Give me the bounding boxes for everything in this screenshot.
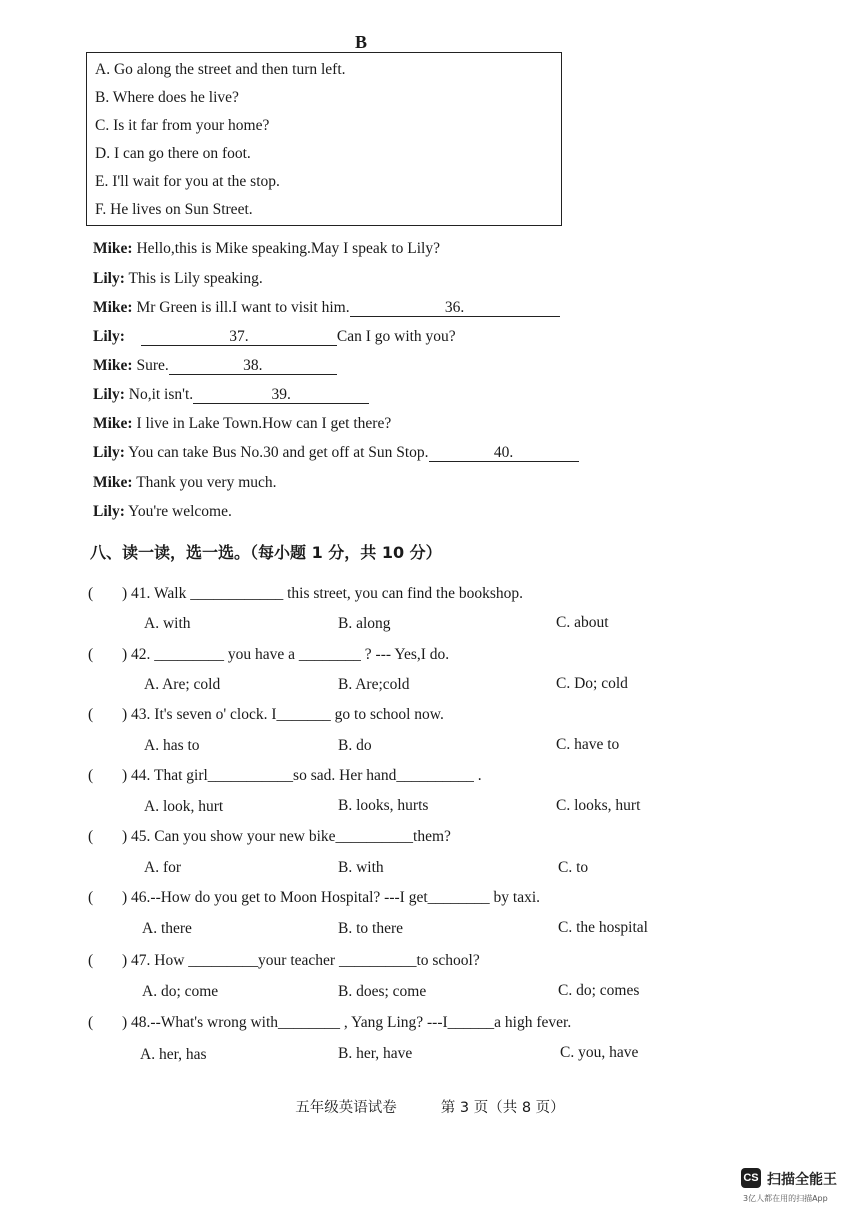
speaker: Mike: xyxy=(93,240,133,257)
watermark-name: 扫描全能王 xyxy=(767,1172,837,1188)
question-stem: ) 42. _________ you have a ________ ? --- Yes,I do. xyxy=(122,646,450,663)
choice-c[interactable]: C. looks, hurt xyxy=(556,797,641,814)
question-stem: ) 46.--How do you get to Moon Hospital? ---I get________ by taxi. xyxy=(122,889,541,906)
answer-blank-38[interactable]: 38. xyxy=(169,357,337,375)
choice-a[interactable]: A. her, has xyxy=(140,1046,207,1063)
choice-b[interactable]: B. to there xyxy=(338,920,403,937)
choice-c[interactable]: C. the hospital xyxy=(558,919,648,936)
choice-c[interactable]: C. about xyxy=(556,614,609,631)
answer-blank-39[interactable]: 39. xyxy=(193,386,369,404)
line-text: I live in Lake Town.How can I get there? xyxy=(132,415,392,432)
speaker: Lily: xyxy=(93,386,125,403)
line-text: Sure. xyxy=(132,357,169,374)
question-48: ( ) 48.--What's wrong with________ , Yang Ling? ---I______a high fever. xyxy=(88,1014,572,1031)
line-text: No,it isn't. xyxy=(124,386,194,403)
line-text: You're welcome. xyxy=(124,503,232,520)
speaker: Lily: xyxy=(93,328,125,345)
options-box xyxy=(86,52,562,226)
speaker: Mike: xyxy=(93,415,133,432)
dialogue-line xyxy=(93,299,560,317)
question-stem: ) 43. It's seven o' clock. I_______ go to school now. xyxy=(122,706,444,723)
option-d: D. I can go there on foot. xyxy=(95,145,251,162)
choice-b[interactable]: B. along xyxy=(338,615,391,632)
question-stem: ) 45. Can you show your new bike__________them? xyxy=(122,828,451,845)
line-text: Hello,this is Mike speaking.May I speak to Lily? xyxy=(132,240,440,257)
answer-blank-36[interactable]: 36. xyxy=(350,299,560,317)
speaker: Mike: xyxy=(93,474,133,491)
question-42: ( ) 42. _________ you have a ________ ? --- Yes,I do. xyxy=(88,646,450,663)
option-f: F. He lives on Sun Street. xyxy=(95,201,253,218)
question-stem: ) 48.--What's wrong with________ , Yang Ling? ---I______a high fever. xyxy=(122,1014,572,1031)
choice-c[interactable]: C. Do; cold xyxy=(556,675,628,692)
choice-b[interactable]: B. with xyxy=(338,859,384,876)
choice-b[interactable]: B. Are;cold xyxy=(338,676,410,693)
question-47: ( ) 47. How _________your teacher __________to school? xyxy=(88,952,480,969)
choice-b[interactable]: B. looks, hurts xyxy=(338,797,429,814)
speaker: Lily: xyxy=(93,444,125,461)
dialogue-line xyxy=(93,386,369,404)
choice-b[interactable]: B. do xyxy=(338,737,372,754)
question-44: ( ) 44. That girl___________so sad. Her hand__________ . xyxy=(88,767,482,784)
option-e: E. I'll wait for you at the stop. xyxy=(95,173,280,190)
question-43: ( ) 43. It's seven o' clock. I_______ go to school now. xyxy=(88,706,444,723)
choice-a[interactable]: A. has to xyxy=(144,737,200,754)
speaker: Mike: xyxy=(93,357,133,374)
line-text: Thank you very much. xyxy=(132,474,277,491)
footer-title: 五年级英语试卷 xyxy=(295,1100,397,1116)
dialogue-line xyxy=(93,474,277,492)
watermark-tagline: 3亿人都在用的扫描App xyxy=(743,1194,828,1203)
line-text: Mr Green is ill.I want to visit him. xyxy=(132,299,350,316)
dialogue-line xyxy=(93,328,456,346)
question-stem: ) 41. Walk ____________ this street, you can find the bookshop. xyxy=(122,585,523,602)
option-b: B. Where does he live? xyxy=(95,89,239,106)
question-41: ( ) 41. Walk ____________ this street, you can find the bookshop. xyxy=(88,585,523,602)
choice-a[interactable]: A. there xyxy=(142,920,192,937)
section-letter: B xyxy=(355,32,368,52)
choice-c[interactable]: C. have to xyxy=(556,736,620,753)
dialogue-line xyxy=(93,357,337,375)
footer-page-number: 第 3 页（共 8 页） xyxy=(440,1100,565,1116)
dialogue-line xyxy=(93,503,232,521)
choice-b[interactable]: B. her, have xyxy=(338,1045,413,1062)
line-text: You can take Bus No.30 and get off at Sun Stop. xyxy=(124,444,429,461)
line-text: Can I go with you? xyxy=(336,328,456,345)
choice-a[interactable]: A. Are; cold xyxy=(144,676,221,693)
choice-a[interactable]: A. do; come xyxy=(142,983,219,1000)
line-text: This is Lily speaking. xyxy=(124,270,263,287)
speaker: Mike: xyxy=(93,299,133,316)
part-heading: 八、读一读，选一选。（每小题 1 分，共 10 分） xyxy=(90,543,442,562)
speaker: Lily: xyxy=(93,270,125,287)
speaker: Lily: xyxy=(93,503,125,520)
question-stem: ) 47. How _________your teacher __________to school? xyxy=(122,952,480,969)
question-45: ( ) 45. Can you show your new bike__________them? xyxy=(88,828,451,845)
choice-a[interactable]: A. for xyxy=(144,859,182,876)
dialogue-line xyxy=(93,270,263,288)
choice-c[interactable]: C. you, have xyxy=(560,1044,639,1061)
question-46: ( ) 46.--How do you get to Moon Hospital? ---I get________ by taxi. xyxy=(88,889,541,906)
page-footer xyxy=(0,1096,860,1117)
option-c: C. Is it far from your home? xyxy=(95,117,270,134)
choice-a[interactable]: A. with xyxy=(144,615,191,632)
choice-c[interactable]: C. do; comes xyxy=(558,982,640,999)
option-a: A. Go along the street and then turn left. xyxy=(95,61,346,78)
camscanner-logo-icon: CS xyxy=(741,1168,761,1188)
question-stem: ) 44. That girl___________so sad. Her hand__________ . xyxy=(122,767,482,784)
dialogue-line xyxy=(93,444,579,462)
choice-c[interactable]: C. to xyxy=(558,859,589,876)
choice-a[interactable]: A. look, hurt xyxy=(144,798,224,815)
dialogue-line xyxy=(93,415,391,433)
answer-blank-37[interactable]: 37. xyxy=(141,328,337,346)
choice-b[interactable]: B. does; come xyxy=(338,983,427,1000)
answer-blank-40[interactable]: 40. xyxy=(429,444,579,462)
dialogue-line xyxy=(93,240,440,258)
